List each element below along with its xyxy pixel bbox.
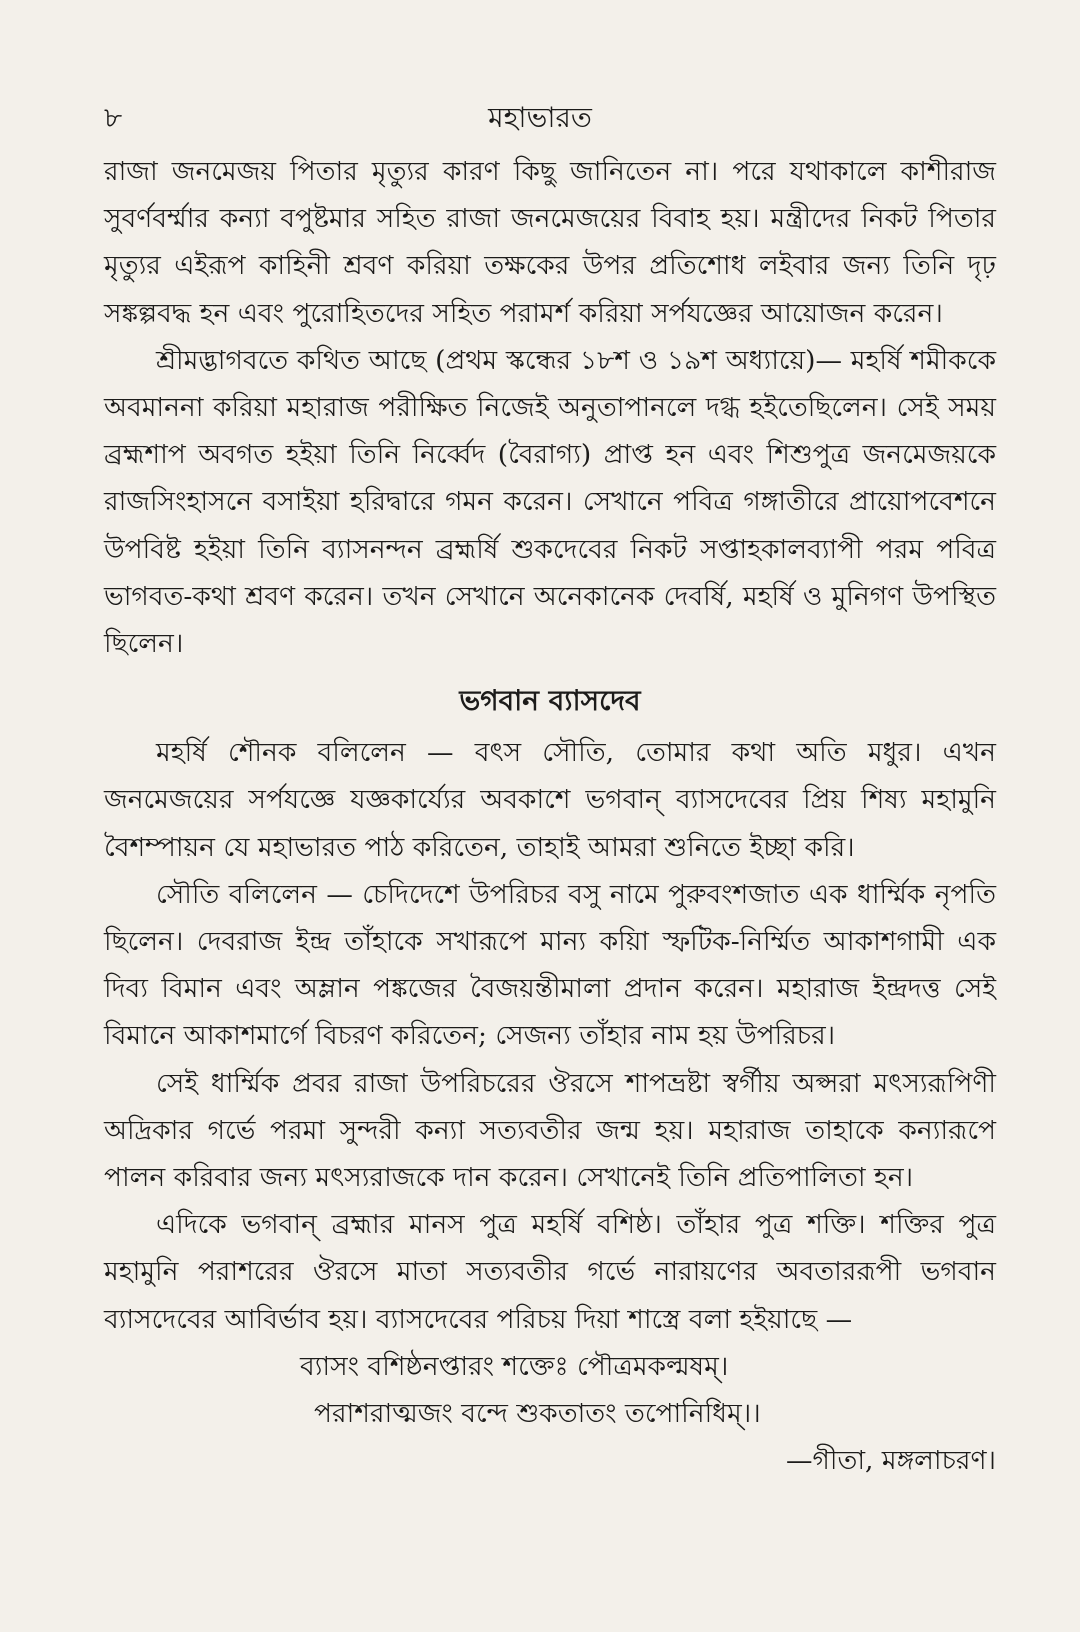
paragraph: শ্রীমদ্ভাগবতে কথিত আছে (প্রথম স্কন্ধের ১৮শ ও ১৯শ অধ্যায়ে)— মহর্ষি শমীককে অবমাননা করিয়া মহারাজ পরীক্ষিত নিজেই অনুতাপানলে দগ্ধ হইতেছিলেন। সেই সময় ব্রহ্মশাপ অবগত হইয়া তিনি নির্ব্বেদ (বৈরাগ্য) প্রাপ্ত হন এবং শিশুপুত্র জনমেজয়কে রাজসিংহাসনে বসাইয়া হরিদ্বারে গমন করেন। সেখানে পবিত্র গঙ্গাতীরে প্রায়োপবেশনে উপবিষ্ট হইয়া তিনি ব্যাসনন্দন ব্রহ্মর্ষি শুকদেবের নিকট সপ্তাহকালব্যাপী পরম পবিত্র ভাগবত-কথা শ্রবণ করেন। তখন সেখানে অনেকানেক দেবর্ষি, মহর্ষি ও মুনিগণ উপস্থিত ছিলেন। <box>104 344 996 660</box>
paragraph: রাজা জনমেজয় পিতার মৃত্যুর কারণ কিছু জানিতেন না। পরে যথাকালে কাশীরাজ সুবর্ণবর্ম্মার কন্যা বপুষ্টমার সহিত রাজা জনমেজয়ের বিবাহ হয়। মন্ত্রীদের নিকট পিতার মৃত্যুর এইরূপ কাহিনী শ্রবণ করিয়া তক্ষকের উপর প্রতিশোধ লইবার জন্য তিনি দৃঢ় সঙ্কল্পবদ্ধ হন এবং পুরোহিতদের সহিত পরামর্শ করিয়া সর্পযজ্ঞের আয়োজন করেন। <box>104 156 996 329</box>
verse-line: ব্যাসং বশিষ্ঠনপ্তারং শক্তেঃ পৌত্রমকল্মষম্। <box>300 1350 729 1382</box>
paragraph: মহর্ষি শৌনক বলিলেন — বৎস সৌতি, তোমার কথা অতি মধুর। এখন জনমেজয়ের সর্পযজ্ঞে যজ্ঞকার্য্যের অবকাশে ভগবান্ ব্যাসদেবের প্রিয় শিষ্য মহামুনি বৈশম্পায়ন যে মহাভারত পাঠ করিতেন, তাহাই আমরা শুনিতে ইচ্ছা করি। <box>104 737 996 863</box>
page-number: ৮ <box>104 101 123 134</box>
running-title: মহাভারত <box>488 101 592 134</box>
verse-source: —গীতা, মঙ্গলাচরণ। <box>786 1445 996 1477</box>
verse-line: পরাশরাত্মজং বন্দে শুকতাতং তপোনিধিম্।। <box>314 1398 761 1430</box>
paragraph: এদিকে ভগবান্ ব্রহ্মার মানস পুত্র মহর্ষি বশিষ্ঠ। তাঁহার পুত্র শক্তি। শক্তির পুত্র মহামুনি পরাশরের ঔরসে মাতা সত্যবতীর গর্ভে নারায়ণের অবতাররূপী ভগবান ব্যাসদেবের আবির্ভাব হয়। ব্যাসদেবের পরিচয় দিয়া শাস্ত্রে বলা হইয়াছে — <box>104 1209 996 1335</box>
section-heading: ভগবান ব্যাসদেব <box>459 684 641 718</box>
paragraph: সেই ধার্ম্মিক প্রবর রাজা উপরিচরের ঔরসে শাপভ্রষ্টা স্বর্গীয় অপ্সরা মৎস্যরূপিণী অদ্রিকার গর্ভে পরমা সুন্দরী কন্যা সত্যবতীর জন্ম হয়। মহারাজ তাহাকে কন্যারূপে পালন করিবার জন্য মৎস্যরাজকে দান করেন। সেখানেই তিনি প্রতিপালিতা হন। <box>104 1067 996 1194</box>
paragraph: সৌতি বলিলেন — চেদিদেশে উপরিচর বসু নামে পুরুবংশজাত এক ধার্ম্মিক নৃপতি ছিলেন। দেবরাজ ইন্দ্র তাঁহাকে সখারূপে মান্য কয়িা স্ফটিক-নির্ম্মিত আকাশগামী এক দিব্য বিমান এবং অম্লান পঙ্কজের বৈজয়ন্তীমালা প্রদান করেন। মহারাজ ইন্দ্রদত্ত সেই বিমানে আকাশমার্গে বিচরণ করিতেন; সেজন্য তাঁহার নাম হয় উপরিচর। <box>104 878 996 1052</box>
body-text <box>104 148 996 1484</box>
